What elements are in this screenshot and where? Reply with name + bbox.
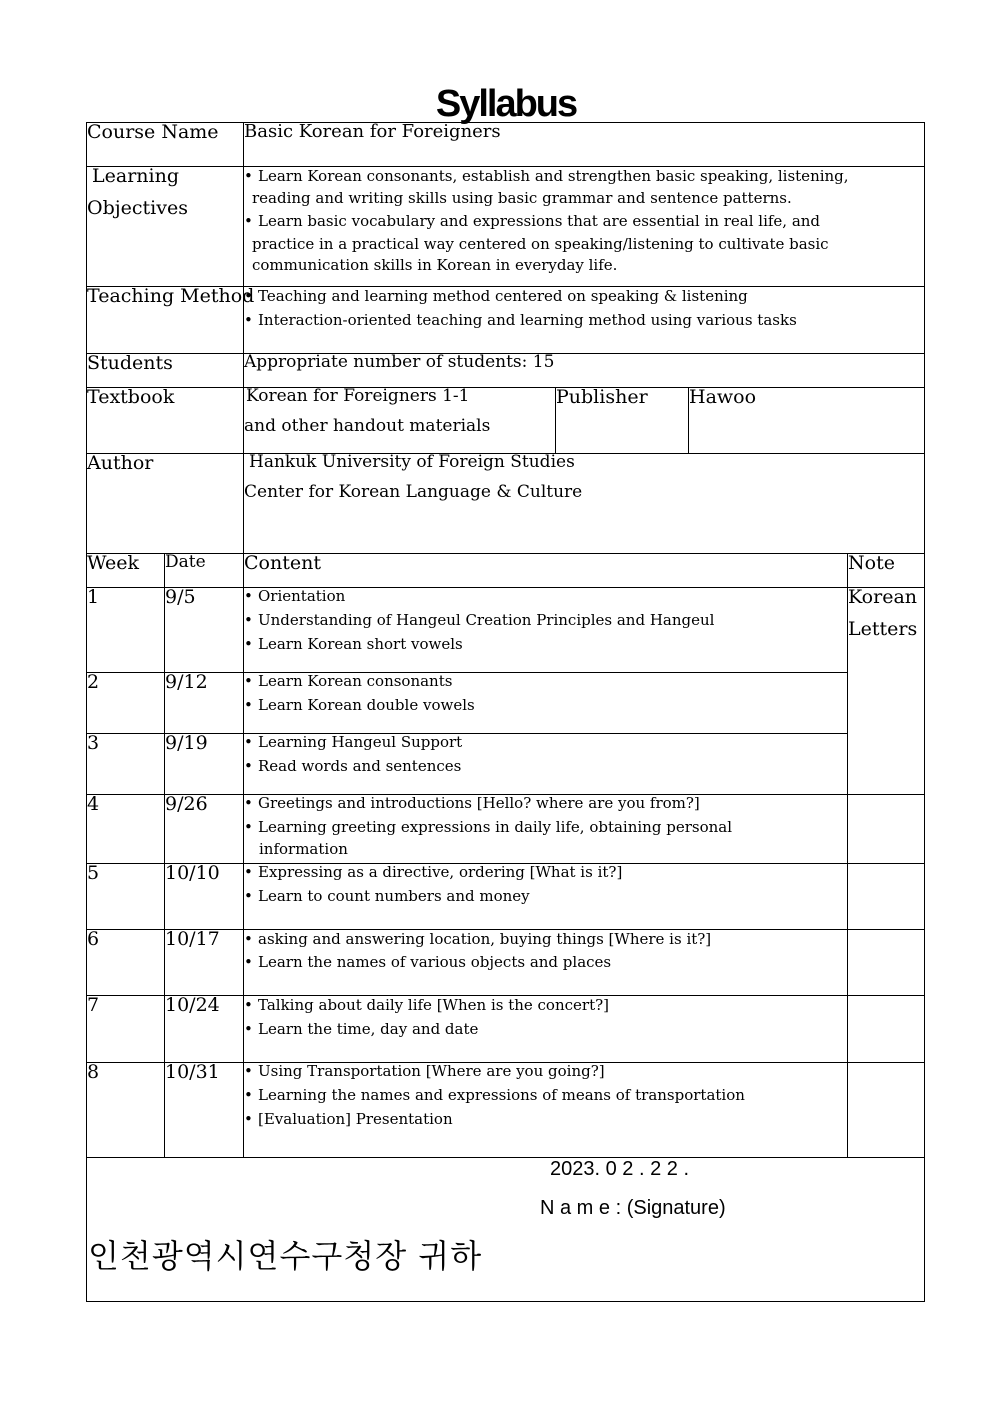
signature-line: N a m e : (Signature) — [540, 1197, 726, 1219]
week-header: Week — [87, 552, 139, 574]
week-number: 8 — [87, 1061, 100, 1083]
course-name-value: Basic Korean for Foreigners — [244, 121, 501, 142]
note-value: Korean — [848, 586, 918, 608]
recipient: 인천광역시연수구청장 귀하 — [88, 1237, 483, 1275]
method-item: • Interaction-oriented teaching and learning method using various tasks — [258, 308, 797, 332]
content-item: • Learning the names and expressions of means of transportation — [258, 1083, 745, 1107]
week-number: 1 — [87, 586, 100, 608]
content-item: • Orientation — [258, 584, 345, 608]
publisher-value: Hawoo — [689, 386, 757, 408]
week-number: 5 — [87, 862, 100, 884]
week-date: 9/12 — [165, 671, 208, 693]
method-item: • Teaching and learning method centered on speaking & listening — [258, 284, 748, 308]
week-number: 2 — [87, 671, 100, 693]
week-number: 4 — [87, 793, 100, 815]
week-date: 10/31 — [165, 1061, 220, 1083]
note-header: Note — [848, 552, 895, 574]
week-date: 9/5 — [165, 586, 196, 608]
week-number: 7 — [87, 994, 100, 1016]
textbook-label: Textbook — [87, 386, 175, 408]
students-value: Appropriate number of students: 15 — [244, 352, 555, 372]
students-label: Students — [87, 352, 173, 374]
week-number: 3 — [87, 732, 100, 754]
objective-item: communication skills in Korean in everyday life. — [252, 256, 618, 274]
content-item: information — [259, 840, 348, 858]
content-item: • asking and answering location, buying things [Where is it?] — [258, 927, 711, 951]
objectives-label: Objectives — [87, 197, 188, 219]
objective-item: • Learn basic vocabulary and expressions that are essential in real life, and — [258, 209, 820, 233]
teaching-method-label: Teaching Method — [87, 285, 255, 307]
content-item: • Understanding of Hangeul Creation Principles and Hangeul — [258, 608, 714, 632]
row-divider — [86, 1157, 925, 1158]
objective-item: practice in a practical way centered on speaking/listening to cultivate basic — [252, 235, 829, 253]
page-title: Syllabus — [435, 83, 577, 125]
textbook-value: and other handout materials — [244, 416, 491, 436]
content-item: • Learning Hangeul Support — [258, 730, 462, 754]
footer-date: 2023. 0 2 . 2 2 . — [550, 1158, 689, 1180]
row-divider — [86, 553, 925, 554]
author-value: Hankuk University of Foreign Studies — [249, 452, 575, 472]
week-date: 9/26 — [165, 793, 208, 815]
author-label: Author — [87, 452, 154, 474]
course-name-label: Course Name — [87, 121, 219, 143]
week-number: 6 — [87, 928, 100, 950]
content-item: • Greetings and introductions [Hello? where are you from?] — [258, 791, 700, 815]
content-header: Content — [244, 552, 321, 574]
publisher-label: Publisher — [556, 386, 648, 408]
date-header: Date — [165, 552, 206, 572]
content-item: • Read words and sentences — [258, 754, 461, 778]
objective-item: • Learn Korean consonants, establish and strengthen basic speaking, listening, — [258, 164, 849, 188]
content-item: • Expressing as a directive, ordering [What is it?] — [258, 860, 622, 884]
content-item: • Using Transportation [Where are you going?] — [258, 1059, 605, 1083]
note-value: Letters — [848, 618, 918, 640]
content-item: • Talking about daily life [When is the concert?] — [258, 993, 609, 1017]
week-date: 10/24 — [165, 994, 220, 1016]
content-item: • Learn the time, day and date — [258, 1017, 478, 1041]
week-date: 9/19 — [165, 732, 208, 754]
content-item: • Learn to count numbers and money — [258, 884, 530, 908]
textbook-value: Korean for Foreigners 1-1 — [246, 386, 470, 406]
row-divider — [86, 387, 925, 388]
row-divider — [86, 587, 925, 588]
author-value: Center for Korean Language & Culture — [244, 482, 583, 502]
week-date: 10/17 — [165, 928, 220, 950]
content-item: • Learn Korean consonants — [258, 669, 452, 693]
content-item: • Learn Korean double vowels — [258, 693, 475, 717]
content-item: • Learn the names of various objects and places — [258, 950, 611, 974]
objectives-label: Learning — [92, 165, 179, 187]
content-item: • Learn Korean short vowels — [258, 632, 463, 656]
content-item: • [Evaluation] Presentation — [258, 1107, 453, 1131]
objective-item: reading and writing skills using basic grammar and sentence patterns. — [252, 189, 792, 207]
week-date: 10/10 — [165, 862, 220, 884]
content-item: • Learning greeting expressions in daily life, obtaining personal — [258, 815, 732, 839]
